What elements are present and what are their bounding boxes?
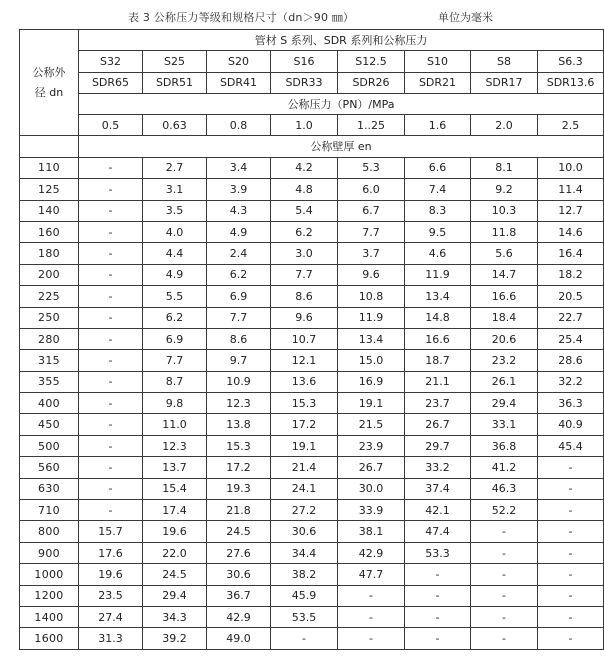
wall-thickness-cell: 8.6 — [271, 286, 338, 307]
s-series-cell: S6.3 — [538, 51, 604, 72]
s-series-cell: S25 — [143, 51, 207, 72]
wall-thickness-cell: - — [79, 350, 143, 371]
wall-thickness-cell: 9.5 — [405, 221, 471, 242]
wall-thickness-cell: 26.7 — [338, 457, 405, 478]
wall-thickness-cell: 11.9 — [338, 307, 405, 328]
wall-thickness-cell: 9.7 — [207, 350, 271, 371]
dn-cell: 400 — [20, 393, 79, 414]
wall-thickness-cell: 33.2 — [405, 457, 471, 478]
wall-thickness-cell: 53.5 — [271, 606, 338, 627]
pn-header-row — [20, 93, 604, 114]
wall-thickness-cell: 27.6 — [207, 542, 271, 563]
wall-thickness-cell: 6.2 — [207, 264, 271, 285]
wall-thickness-cell: 9.6 — [338, 264, 405, 285]
wall-thickness-cell: 38.1 — [338, 521, 405, 542]
wall-thickness-cell: 12.3 — [143, 435, 207, 456]
wall-thickness-cell: 13.4 — [405, 286, 471, 307]
table-row — [20, 286, 604, 307]
wall-thickness-cell: 33.1 — [471, 414, 538, 435]
wall-thickness-cell: 19.6 — [143, 521, 207, 542]
pn-value-cell: 0.63 — [143, 115, 207, 136]
wall-thickness-cell: - — [405, 628, 471, 649]
wall-thickness-cell: 12.7 — [538, 200, 604, 221]
wall-thickness-cell: 13.7 — [143, 457, 207, 478]
wall-thickness-cell: 25.4 — [538, 328, 604, 349]
wall-thickness-cell: 4.8 — [271, 179, 338, 200]
wall-thickness-cell: 10.8 — [338, 286, 405, 307]
dn-cell: 710 — [20, 500, 79, 521]
pn-value-cell: 1..25 — [338, 115, 405, 136]
wall-thickness-cell: 5.5 — [143, 286, 207, 307]
dn-cell: 450 — [20, 414, 79, 435]
wall-thickness-cell: 23.5 — [79, 585, 143, 606]
wall-thickness-cell: 4.4 — [143, 243, 207, 264]
wall-thickness-cell: - — [405, 585, 471, 606]
dn-cell: 355 — [20, 371, 79, 392]
table-row — [20, 221, 604, 242]
wall-thickness-cell: 24.5 — [143, 564, 207, 585]
wall-thickness-cell: - — [538, 542, 604, 563]
sdr-series-cell: SDR33 — [271, 72, 338, 93]
dn-cell: 1000 — [20, 564, 79, 585]
dn-cell: 1600 — [20, 628, 79, 649]
wall-thickness-cell: 11.9 — [405, 264, 471, 285]
wall-thickness-cell: 37.4 — [405, 478, 471, 499]
wall-thickness-cell: - — [405, 606, 471, 627]
wall-thickness-cell: - — [471, 542, 538, 563]
dn-header-cell — [20, 30, 79, 136]
wall-thickness-cell: - — [79, 393, 143, 414]
wall-thickness-cell: 16.9 — [338, 371, 405, 392]
wall-thickness-cell: 17.6 — [79, 542, 143, 563]
wall-thickness-cell: 8.7 — [143, 371, 207, 392]
wall-thickness-cell: 46.3 — [471, 478, 538, 499]
pn-value-cell: 2.0 — [471, 115, 538, 136]
wall-thickness-cell: 14.8 — [405, 307, 471, 328]
dn-cell: 630 — [20, 478, 79, 499]
wall-thickness-cell: 29.7 — [405, 435, 471, 456]
sdr-series-cell: SDR21 — [405, 72, 471, 93]
wall-thickness-cell: 8.3 — [405, 200, 471, 221]
wall-thickness-cell: 10.9 — [207, 371, 271, 392]
wall-thickness-cell: 4.9 — [143, 264, 207, 285]
wall-thickness-cell: 23.2 — [471, 350, 538, 371]
wall-thickness-cell: - — [79, 371, 143, 392]
wall-thickness-cell: - — [79, 414, 143, 435]
wall-thickness-cell: 21.8 — [207, 500, 271, 521]
wall-thickness-cell: 15.3 — [207, 435, 271, 456]
wall-thickness-cell: 9.8 — [143, 393, 207, 414]
s-series-cell: S20 — [207, 51, 271, 72]
unit-note: 单位为毫米 — [438, 11, 493, 24]
wall-thickness-cell: 5.4 — [271, 200, 338, 221]
wall-thickness-cell: 23.7 — [405, 393, 471, 414]
pn-value-cell: 2.5 — [538, 115, 604, 136]
wall-thickness-cell: 12.1 — [271, 350, 338, 371]
wall-thickness-cell: 6.2 — [143, 307, 207, 328]
dn-cell: 125 — [20, 179, 79, 200]
wall-thickness-cell: 40.9 — [538, 414, 604, 435]
wall-thickness-cell: 11.4 — [538, 179, 604, 200]
wall-thickness-cell: 52.2 — [471, 500, 538, 521]
sdr-series-cell: SDR41 — [207, 72, 271, 93]
wall-thickness-cell: 41.2 — [471, 457, 538, 478]
table-row — [20, 307, 604, 328]
wall-header-blank — [20, 136, 79, 157]
wall-thickness-cell: 47.7 — [338, 564, 405, 585]
wall-thickness-cell: - — [538, 457, 604, 478]
wall-thickness-cell: 11.0 — [143, 414, 207, 435]
wall-thickness-cell: 19.1 — [338, 393, 405, 414]
wall-thickness-cell: 8.6 — [207, 328, 271, 349]
series-header-row — [20, 30, 604, 51]
wall-thickness-cell: 3.1 — [143, 179, 207, 200]
wall-thickness-cell: 6.9 — [143, 328, 207, 349]
wall-thickness-cell: 7.7 — [143, 350, 207, 371]
wall-thickness-cell: 18.7 — [405, 350, 471, 371]
wall-thickness-cell: 27.4 — [79, 606, 143, 627]
dn-cell: 225 — [20, 286, 79, 307]
wall-thickness-cell: 22.0 — [143, 542, 207, 563]
wall-thickness-cell: 10.3 — [471, 200, 538, 221]
wall-thickness-cell: 47.4 — [405, 521, 471, 542]
wall-thickness-cell: - — [471, 628, 538, 649]
wall-thickness-cell: 30.0 — [338, 478, 405, 499]
sdr-series-row — [20, 72, 604, 93]
wall-thickness-cell: 53.3 — [405, 542, 471, 563]
dn-cell: 180 — [20, 243, 79, 264]
wall-thickness-cell: 24.5 — [207, 521, 271, 542]
wall-thickness-cell: 15.3 — [271, 393, 338, 414]
wall-thickness-cell: 26.1 — [471, 371, 538, 392]
s-series-row — [20, 51, 604, 72]
wall-thickness-cell: 13.8 — [207, 414, 271, 435]
wall-thickness-cell: 32.2 — [538, 371, 604, 392]
dn-cell: 500 — [20, 435, 79, 456]
wall-thickness-cell: 33.9 — [338, 500, 405, 521]
table-row — [20, 200, 604, 221]
dn-cell: 315 — [20, 350, 79, 371]
dn-cell: 140 — [20, 200, 79, 221]
wall-thickness-cell: 10.7 — [271, 328, 338, 349]
wall-thickness-cell: - — [538, 500, 604, 521]
dn-cell: 200 — [20, 264, 79, 285]
wall-thickness-cell: - — [538, 606, 604, 627]
sdr-series-cell: SDR51 — [143, 72, 207, 93]
wall-thickness-cell: 3.4 — [207, 157, 271, 178]
wall-thickness-cell: 7.4 — [405, 179, 471, 200]
s-series-cell: S32 — [79, 51, 143, 72]
wall-thickness-cell: 20.5 — [538, 286, 604, 307]
wall-thickness-cell: 17.2 — [271, 414, 338, 435]
s-series-cell: S10 — [405, 51, 471, 72]
wall-thickness-cell: 21.4 — [271, 457, 338, 478]
sdr-series-cell: SDR13.6 — [538, 72, 604, 93]
table-title: 表 3 公称压力等级和规格尺寸（dn＞90 ㎜） — [128, 11, 355, 24]
table-row — [20, 542, 604, 563]
wall-thickness-cell: 16.4 — [538, 243, 604, 264]
table-row — [20, 457, 604, 478]
wall-thickness-cell: 29.4 — [143, 585, 207, 606]
wall-thickness-cell: - — [79, 179, 143, 200]
wall-thickness-cell: 42.1 — [405, 500, 471, 521]
table-row — [20, 179, 604, 200]
wall-thickness-cell: 39.2 — [143, 628, 207, 649]
wall-thickness-cell: 3.5 — [143, 200, 207, 221]
wall-thickness-cell: - — [538, 585, 604, 606]
wall-thickness-cell: 7.7 — [271, 264, 338, 285]
s-series-cell: S8 — [471, 51, 538, 72]
wall-thickness-cell: - — [471, 585, 538, 606]
wall-thickness-cell: - — [79, 200, 143, 221]
wall-thickness-cell: - — [538, 564, 604, 585]
wall-thickness-cell: 45.4 — [538, 435, 604, 456]
table-row — [20, 628, 604, 649]
pn-value-cell: 0.5 — [79, 115, 143, 136]
wall-thickness-cell: - — [338, 606, 405, 627]
wall-thickness-cell: 30.6 — [207, 564, 271, 585]
pn-value-cell: 0.8 — [207, 115, 271, 136]
wall-thickness-cell: - — [79, 435, 143, 456]
wall-thickness-cell: - — [271, 628, 338, 649]
dn-header-line1: 公称外 — [32, 65, 66, 79]
table-row — [20, 606, 604, 627]
wall-thickness-cell: 4.9 — [207, 221, 271, 242]
wall-thickness-cell: 14.6 — [538, 221, 604, 242]
table-body — [20, 157, 604, 649]
wall-thickness-cell: 15.7 — [79, 521, 143, 542]
wall-thickness-cell: 6.7 — [338, 200, 405, 221]
wall-thickness-cell: - — [471, 564, 538, 585]
wall-thickness-cell: 36.3 — [538, 393, 604, 414]
sdr-series-cell: SDR26 — [338, 72, 405, 93]
table-row — [20, 371, 604, 392]
table-row — [20, 564, 604, 585]
wall-thickness-cell: - — [79, 500, 143, 521]
wall-thickness-cell: 3.9 — [207, 179, 271, 200]
wall-thickness-cell: - — [79, 457, 143, 478]
wall-thickness-cell: 18.4 — [471, 307, 538, 328]
wall-thickness-cell: - — [79, 221, 143, 242]
wall-thickness-cell: 20.6 — [471, 328, 538, 349]
wall-thickness-cell: 2.7 — [143, 157, 207, 178]
pn-header: 公称压力（PN）/MPa — [79, 93, 604, 114]
wall-thickness-cell: - — [79, 328, 143, 349]
dn-cell: 160 — [20, 221, 79, 242]
wall-thickness-cell: 10.0 — [538, 157, 604, 178]
wall-thickness-cell: 17.2 — [207, 457, 271, 478]
wall-thickness-cell: 7.7 — [338, 221, 405, 242]
wall-thickness-cell: 34.3 — [143, 606, 207, 627]
wall-thickness-cell: 11.8 — [471, 221, 538, 242]
wall-thickness-cell: 15.0 — [338, 350, 405, 371]
wall-thickness-cell: - — [338, 628, 405, 649]
wall-thickness-cell: 12.3 — [207, 393, 271, 414]
wall-thickness-cell: 29.4 — [471, 393, 538, 414]
wall-thickness-cell: 21.1 — [405, 371, 471, 392]
table-row — [20, 435, 604, 456]
sdr-series-cell: SDR17 — [471, 72, 538, 93]
dn-cell: 250 — [20, 307, 79, 328]
table-row — [20, 264, 604, 285]
wall-thickness-cell: - — [79, 478, 143, 499]
dn-cell: 1400 — [20, 606, 79, 627]
table-row — [20, 157, 604, 178]
wall-thickness-cell: 16.6 — [471, 286, 538, 307]
series-header: 管材 S 系列、SDR 系列和公称压力 — [79, 30, 604, 51]
wall-thickness-cell: 8.1 — [471, 157, 538, 178]
wall-thickness-cell: - — [471, 606, 538, 627]
wall-thickness-cell: - — [538, 521, 604, 542]
pn-value-cell: 1.6 — [405, 115, 471, 136]
dn-cell: 800 — [20, 521, 79, 542]
wall-thickness-cell: 30.6 — [271, 521, 338, 542]
wall-thickness-cell: 26.7 — [405, 414, 471, 435]
wall-thickness-cell: 42.9 — [338, 542, 405, 563]
wall-thickness-cell: 9.6 — [271, 307, 338, 328]
wall-thickness-cell: 14.7 — [471, 264, 538, 285]
wall-thickness-cell: 23.9 — [338, 435, 405, 456]
dn-cell: 1200 — [20, 585, 79, 606]
wall-thickness-cell: - — [79, 243, 143, 264]
wall-thickness-cell: 18.2 — [538, 264, 604, 285]
wall-thickness-cell: - — [471, 521, 538, 542]
wall-thickness-cell: - — [79, 264, 143, 285]
wall-thickness-cell: 3.7 — [338, 243, 405, 264]
wall-thickness-cell: 4.0 — [143, 221, 207, 242]
wall-thickness-cell: 4.3 — [207, 200, 271, 221]
wall-thickness-cell: - — [338, 585, 405, 606]
wall-thickness-cell: 27.2 — [271, 500, 338, 521]
wall-thickness-cell: 4.2 — [271, 157, 338, 178]
table-row — [20, 414, 604, 435]
table-row — [20, 521, 604, 542]
pn-values-row — [20, 115, 604, 136]
wall-thickness-cell: 6.0 — [338, 179, 405, 200]
table-row — [20, 328, 604, 349]
wall-thickness-cell: 36.8 — [471, 435, 538, 456]
wall-thickness-cell: 9.2 — [471, 179, 538, 200]
wall-thickness-cell: 36.7 — [207, 585, 271, 606]
wall-thickness-cell: - — [79, 286, 143, 307]
wall-thickness-cell: 19.3 — [207, 478, 271, 499]
wall-thickness-cell: 5.6 — [471, 243, 538, 264]
table-row — [20, 500, 604, 521]
wall-thickness-cell: 6.9 — [207, 286, 271, 307]
wall-thickness-cell: 5.3 — [338, 157, 405, 178]
wall-thickness-cell: 16.6 — [405, 328, 471, 349]
pn-value-cell: 1.0 — [271, 115, 338, 136]
sdr-series-cell: SDR65 — [79, 72, 143, 93]
wall-thickness-cell: 21.5 — [338, 414, 405, 435]
wall-thickness-cell: 2.4 — [207, 243, 271, 264]
wall-thickness-cell: - — [405, 564, 471, 585]
wall-thickness-cell: 28.6 — [538, 350, 604, 371]
wall-thickness-cell: - — [79, 157, 143, 178]
wall-thickness-cell: 6.6 — [405, 157, 471, 178]
wall-header: 公称壁厚 en — [79, 136, 604, 157]
table-row — [20, 243, 604, 264]
wall-header-row — [20, 136, 604, 157]
table-row — [20, 393, 604, 414]
wall-thickness-cell: 6.2 — [271, 221, 338, 242]
wall-thickness-cell: 19.1 — [271, 435, 338, 456]
wall-thickness-cell: 45.9 — [271, 585, 338, 606]
wall-thickness-cell: 22.7 — [538, 307, 604, 328]
wall-thickness-cell: 7.7 — [207, 307, 271, 328]
wall-thickness-cell: 34.4 — [271, 542, 338, 563]
wall-thickness-cell: 4.6 — [405, 243, 471, 264]
pipe-spec-table — [19, 29, 604, 650]
table-row — [20, 478, 604, 499]
wall-thickness-cell: 38.2 — [271, 564, 338, 585]
wall-thickness-cell: 15.4 — [143, 478, 207, 499]
table-row — [20, 350, 604, 371]
wall-thickness-cell: 17.4 — [143, 500, 207, 521]
s-series-cell: S12.5 — [338, 51, 405, 72]
wall-thickness-cell: 19.6 — [79, 564, 143, 585]
s-series-cell: S16 — [271, 51, 338, 72]
wall-thickness-cell: 3.0 — [271, 243, 338, 264]
wall-thickness-cell: - — [538, 478, 604, 499]
table-caption — [0, 0, 604, 29]
table-row — [20, 585, 604, 606]
wall-thickness-cell: 31.3 — [79, 628, 143, 649]
wall-thickness-cell: 13.6 — [271, 371, 338, 392]
dn-cell: 280 — [20, 328, 79, 349]
wall-thickness-cell: 42.9 — [207, 606, 271, 627]
wall-thickness-cell: 24.1 — [271, 478, 338, 499]
wall-thickness-cell: 49.0 — [207, 628, 271, 649]
wall-thickness-cell: 13.4 — [338, 328, 405, 349]
dn-header-line2: 径 dn — [34, 85, 64, 99]
dn-cell: 560 — [20, 457, 79, 478]
dn-cell: 110 — [20, 157, 79, 178]
wall-thickness-cell: - — [538, 628, 604, 649]
wall-thickness-cell: - — [79, 307, 143, 328]
dn-cell: 900 — [20, 542, 79, 563]
